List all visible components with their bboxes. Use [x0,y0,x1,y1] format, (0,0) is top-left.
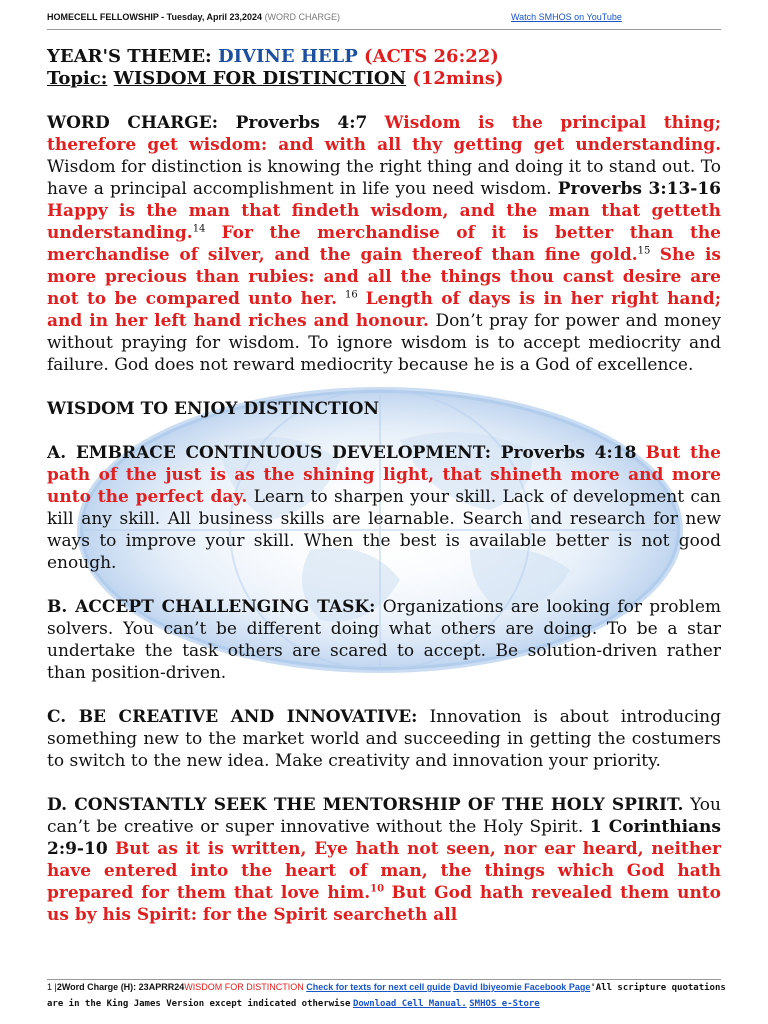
ref-prov-3-13: Proverbs 3:13-16 [557,179,721,199]
point-a-text: Learn to sharpen your skill. Lack of development can kill any skill. All business skills are learnable. Search and research for new ways to improve your skill. When the best is available better is not good enough. [47,487,722,573]
estore-link[interactable]: SMHOS e-Store [469,999,540,1009]
point-b-label: B. ACCEPT CHALLENGING TASK: [47,597,376,617]
header-title: HOMECELL FELLOWSHIP - Tuesday, April 23,2024 (WORD CHARGE) [47,12,341,22]
point-d-text: You can’t be creative or super innovative without the Holy Spirit. [47,795,721,837]
point-d-ref: 1 Corinthians 2:9-10 [47,817,721,859]
verse-16: Length of days is in her right hand; and in her left hand riches and honour. [47,289,721,331]
verse-number-16: 16 [344,289,358,301]
verse-13: Happy is the man that findeth wisdom, and the man that getteth understanding. [47,201,721,243]
page-header [47,10,728,26]
theme-line [47,46,721,68]
header-divider [47,29,721,30]
theme-ref: ACTS 26:22) [372,46,499,67]
theme-value: DIVINE HELP [217,46,358,67]
youtube-link[interactable]: Watch SMHOS on YouTube [511,12,622,22]
footer-doc-label: 2Word Charge (H): 23APRR24 [56,982,185,992]
next-cell-guide-link[interactable]: Check for texts for next cell guide [306,982,451,992]
point-d-label: D. CONSTANTLY SEEK THE MENTORSHIP OF THE HOLY SPIRIT. [47,795,684,815]
verse-prov-4-7: Wisdom is the principal thing; therefore get wisdom: and with all thy getting get understanding. [47,113,721,155]
word-charge-text-2: Don’t pray for power and money without praying for wisdom. To ignore wisdom is to accept mediocrity and failure. God does not reward mediocrity because he is a God of excellence. [47,311,721,375]
verse-14: For the merchandise of it is better than the merchandise of silver, and the gain thereof than fine gold. [47,223,721,265]
verse-number-10: 10 [370,883,385,895]
topic-duration: (12mins) [412,68,504,89]
page-footer [47,980,728,1012]
word-charge-label: WORD CHARGE: Proverbs 4:7 [47,113,368,133]
point-d-verse-10: But God hath revealed them unto us by his Spirit: for the Spirit searcheth all [47,883,721,925]
point-b [47,596,721,684]
point-c-label: C. BE CREATIVE AND INNOVATIVE: [47,707,418,727]
theme-label: YEAR'S THEME: [47,46,212,67]
word-charge-text-1: Wisdom for distinction is knowing the right thing and doing it to stand out. To have a principal accomplishment in life you need wisdom. [47,157,721,199]
topic-title: WISDOM FOR DISTINCTION [113,68,407,89]
point-b-text: Organizations are looking for problem solvers. You can’t be different doing what others are doing. To be a star undertake the task others are scared to accept. Be solution-driven rather than position-driven. [47,597,722,683]
document-body [47,46,721,948]
facebook-page-link[interactable]: David Ibiyeomie Facebook Page [453,982,591,992]
verse-number-14: 14 [192,223,206,235]
topic-line [47,68,721,90]
topic-label: Topic: [47,68,108,89]
point-c [47,706,721,772]
point-a-label: A. EMBRACE CONTINUOUS DEVELOPMENT: Proverbs 4:18 [47,443,637,463]
header-tag: (WORD CHARGE) [264,12,341,22]
footer-doc-title: WISDOM FOR DISTINCTION [184,982,304,992]
point-d-verse-9: But as it is written, Eye hath not seen, nor ear heard, neither have entered into the heart of man, the things which God hath prepared for them that love him. [47,839,721,903]
footer-page-number: 1 | [47,982,57,992]
point-c-text: Innovation is about introducing something new to the market world and succeeding in getting the costumers to switch to the new idea. Make creativity and innovation your priority. [47,707,721,771]
section-heading: WISDOM TO ENJOY DISTINCTION [47,399,379,419]
verse-15: She is more precious than rubies: and all the things thou canst desire are not to be compared unto her. [47,245,722,309]
point-a-verse: But the path of the just is as the shining light, that shineth more and more unto the perfect day. [47,443,721,507]
word-charge-paragraph [47,112,721,376]
download-manual-link[interactable]: Download Cell Manual. [352,999,467,1009]
verse-number-15: 15 [637,245,651,257]
point-d [47,794,721,926]
footer-scripture-note: 'All scripture quotations are in the King James Version except indicated otherwise [47,983,726,1009]
theme-ref-open: ( [364,46,373,67]
point-a [47,442,721,574]
